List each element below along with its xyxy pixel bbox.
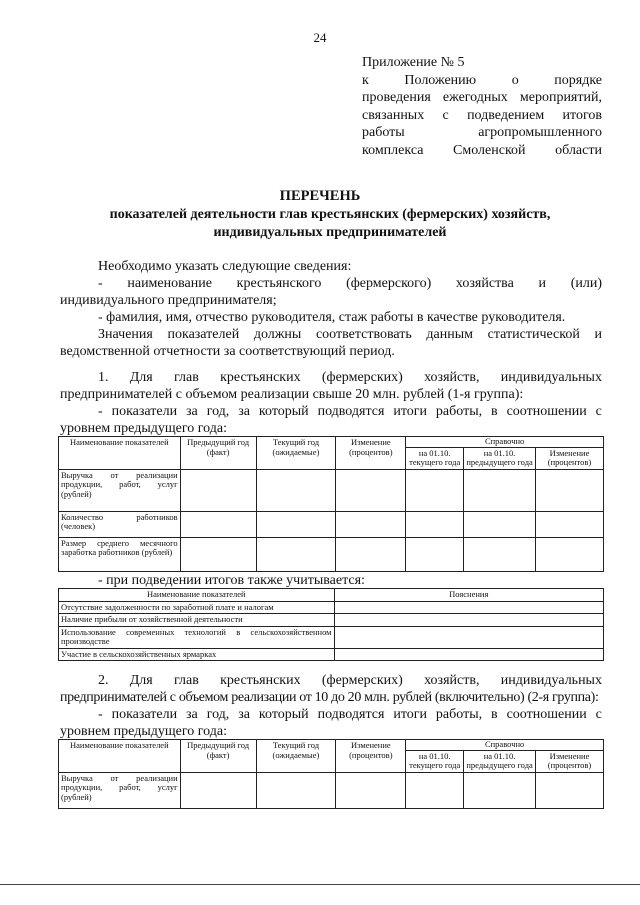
document-title: ПЕРЕЧЕНЬ xyxy=(279,188,361,204)
intro-p2-rest: индивидуального предпринимателя; xyxy=(60,293,277,308)
row-label: Размер среднего месячного заработка работников (рублей) xyxy=(59,537,181,571)
word: 1. xyxy=(98,370,109,385)
table-row xyxy=(59,772,604,808)
word: (фермерских) xyxy=(321,370,403,385)
word: за xyxy=(186,707,198,722)
intro-p4-rest: ведомственной отчетности за соответствующий период. xyxy=(60,344,395,359)
cell[interactable] xyxy=(256,537,336,571)
row-label: Участие в сельскохозяйственных ярмарках xyxy=(59,648,335,661)
word: должны xyxy=(253,327,302,342)
word: хозяйств, xyxy=(424,673,480,688)
table-row xyxy=(59,537,604,571)
word: подводятся xyxy=(317,404,385,419)
header-prev-year: Предыдущий год (факт) xyxy=(180,437,256,470)
word: и xyxy=(538,276,547,291)
cell[interactable] xyxy=(464,772,536,808)
appendix-line-5 xyxy=(362,124,602,142)
table-row xyxy=(59,626,604,648)
cell[interactable] xyxy=(334,648,603,661)
cell[interactable] xyxy=(406,469,464,511)
header-name: Наименование показателей xyxy=(59,437,181,470)
word: показатели xyxy=(111,707,178,722)
cell[interactable] xyxy=(406,772,464,808)
word: хозяйств, xyxy=(424,370,480,385)
cell[interactable] xyxy=(256,469,336,511)
cell[interactable] xyxy=(536,511,604,537)
intro-p2 xyxy=(60,275,602,309)
word: глав xyxy=(173,370,199,385)
cell[interactable] xyxy=(464,537,536,571)
table-row xyxy=(59,614,604,627)
cell[interactable] xyxy=(334,601,603,614)
cell[interactable] xyxy=(336,537,406,571)
word: ежегодных xyxy=(442,90,508,105)
cell[interactable] xyxy=(334,614,603,627)
header-ref-current: на 01.10. текущего года xyxy=(406,447,464,469)
table-row xyxy=(59,601,604,614)
word: порядке xyxy=(554,72,602,88)
word: наименование xyxy=(127,276,212,291)
word: подводятся xyxy=(317,707,385,722)
word: Для xyxy=(129,370,153,385)
table-row xyxy=(59,511,604,537)
indicators-table-group2 xyxy=(58,739,604,809)
cell[interactable] xyxy=(334,626,603,648)
word: Смоленской xyxy=(453,142,526,158)
group1-p1 xyxy=(60,369,602,403)
word: в xyxy=(491,404,498,419)
word: хозяйства xyxy=(455,276,514,291)
word: за xyxy=(238,707,250,722)
word: итоги xyxy=(393,404,427,419)
word: о xyxy=(511,72,519,88)
appendix-header xyxy=(362,54,602,159)
word: (фермерского) xyxy=(346,276,432,291)
header-name: Наименование показателей xyxy=(59,740,181,773)
word: Положению xyxy=(404,72,477,88)
group1-p2 xyxy=(60,403,602,437)
row-label: Выручка от реализации продукции, работ, услуг (рублей) xyxy=(59,772,181,808)
word: мероприятий, xyxy=(519,90,602,105)
cell[interactable] xyxy=(256,511,336,537)
word: показатели xyxy=(111,404,178,419)
word: крестьянских xyxy=(220,370,301,385)
word: в xyxy=(491,707,498,722)
appendix-line-6 xyxy=(362,142,602,160)
word: Значения xyxy=(98,327,153,342)
word: соотношении xyxy=(506,707,587,722)
word: который xyxy=(258,707,309,722)
header-ref-change: Изменение (процентов) xyxy=(536,447,604,469)
cell[interactable] xyxy=(536,537,604,571)
header-reference: Справочно xyxy=(406,437,604,448)
word: год, xyxy=(206,404,230,419)
row-label: Количество работников (человек) xyxy=(59,511,181,537)
appendix-line-3 xyxy=(362,89,602,107)
table-row xyxy=(59,469,604,511)
word: данным xyxy=(426,327,474,342)
word: области xyxy=(555,142,602,158)
word: Для xyxy=(129,673,153,688)
group2-p1 xyxy=(60,672,602,706)
table-row xyxy=(59,648,604,661)
row-label: Использование современных технологий в сельскохозяйственном производстве xyxy=(59,626,335,648)
word: индивидуальных xyxy=(500,370,602,385)
intro-p1: Необходимо указать следующие сведения: xyxy=(98,259,352,274)
cell[interactable] xyxy=(464,469,536,511)
header-ref-previous: на 01.10. предыдущего года xyxy=(464,447,536,469)
word: к xyxy=(362,72,369,88)
intro-p3: - фамилия, имя, отчество руководителя, стаж работы в качестве руководителя. xyxy=(98,310,566,325)
word: который xyxy=(258,404,309,419)
word: (фермерских) xyxy=(321,673,403,688)
indicators-table-group1 xyxy=(58,436,604,572)
header-notes: Пояснения xyxy=(334,589,603,602)
word: статистической xyxy=(487,327,580,342)
cell[interactable] xyxy=(336,772,406,808)
header-curr-year: Текущий год (ожидаемые) xyxy=(256,437,336,470)
word: 2. xyxy=(98,673,109,688)
header-prev-year: Предыдущий год (факт) xyxy=(180,740,256,773)
header-ref-previous: на 01.10. предыдущего года xyxy=(464,750,536,772)
word: связанных xyxy=(362,107,425,123)
group1-p1-rest: предпринимателей с объемом реализации свыше 20 млн. рублей (1-я группа): xyxy=(60,387,524,402)
cell[interactable] xyxy=(406,537,464,571)
header-reference: Справочно xyxy=(406,740,604,751)
word: - xyxy=(98,276,103,291)
cell[interactable] xyxy=(180,537,256,571)
page-bottom-rule xyxy=(0,884,640,885)
cell[interactable] xyxy=(180,469,256,511)
word: работы, xyxy=(435,707,483,722)
appendix-line-2 xyxy=(362,72,602,90)
word: крестьянского xyxy=(236,276,322,291)
cell[interactable] xyxy=(336,469,406,511)
word: с xyxy=(442,107,449,123)
group1-p2-rest: уровнем предыдущего года: xyxy=(60,421,227,436)
cell[interactable] xyxy=(180,772,256,808)
word: с xyxy=(595,404,602,419)
cell[interactable] xyxy=(180,511,256,537)
cell[interactable] xyxy=(464,511,536,537)
header-ref-change: Изменение (процентов) xyxy=(536,750,604,772)
cell[interactable] xyxy=(256,772,336,808)
word: итоги xyxy=(393,707,427,722)
cell[interactable] xyxy=(406,511,464,537)
row-label: Наличие прибыли от хозяйственной деятельности xyxy=(59,614,335,627)
word: соотношении xyxy=(506,404,587,419)
word: за xyxy=(238,404,250,419)
word: проведения xyxy=(362,90,431,105)
word: и xyxy=(594,327,602,342)
additional-criteria-table xyxy=(58,588,604,661)
appendix-line-1: Приложение № 5 xyxy=(362,55,465,70)
group2-p1-rest: предпринимателей с объемом реализации от 10 до 20 млн. рублей (включительно) (2-я группа): xyxy=(60,690,599,705)
row-label: Выручка от реализации продукции, работ, услуг (рублей) xyxy=(59,469,181,511)
cell[interactable] xyxy=(536,469,604,511)
group2-p2 xyxy=(60,706,602,740)
word: работы, xyxy=(435,404,483,419)
header-change: Изменение (процентов) xyxy=(336,740,406,773)
appendix-line-4 xyxy=(362,107,602,125)
word: (или) xyxy=(570,276,602,291)
word: комплекса xyxy=(362,142,424,158)
word: с xyxy=(595,707,602,722)
word: крестьянских xyxy=(220,673,301,688)
page-number: 24 xyxy=(313,30,327,45)
word: - xyxy=(98,707,103,722)
header-curr-year: Текущий год (ожидаемые) xyxy=(256,740,336,773)
document-subtitle xyxy=(60,206,600,242)
group2-p2-rest: уровнем предыдущего года: xyxy=(60,724,227,739)
word: агропромышленного xyxy=(478,125,602,140)
word: соответствовать xyxy=(315,327,412,342)
row-label: Отсутствие задолженности по заработной плате и налогам xyxy=(59,601,335,614)
cell[interactable] xyxy=(336,511,406,537)
word: индивидуальных xyxy=(500,673,602,688)
word: работы xyxy=(362,125,405,140)
cell[interactable] xyxy=(536,772,604,808)
also-considered-note: - при подведении итогов также учитывается: xyxy=(98,573,365,588)
word: подведением xyxy=(467,107,545,123)
word: - xyxy=(98,404,103,419)
word: за xyxy=(186,404,198,419)
header-name: Наименование показателей xyxy=(59,589,335,602)
word: итогов xyxy=(562,107,602,123)
word: год, xyxy=(206,707,230,722)
subtitle-line-2: индивидуальных предпринимателей xyxy=(213,225,447,240)
header-ref-current: на 01.10. текущего года xyxy=(406,750,464,772)
word: глав xyxy=(173,673,199,688)
intro-p4 xyxy=(60,326,602,360)
word: показателей xyxy=(167,327,240,342)
header-change: Изменение (процентов) xyxy=(336,437,406,470)
subtitle-line-1: показателей деятельности глав крестьянских (фермерских) хозяйств, xyxy=(109,207,551,222)
